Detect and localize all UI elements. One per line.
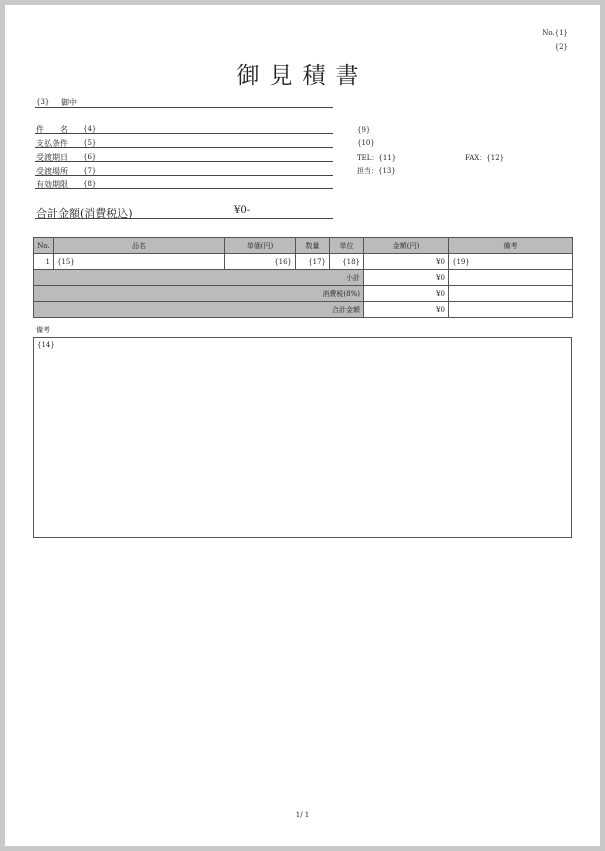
cell-amount: ¥0 — [364, 254, 449, 270]
field-label-delivery-date: 受渡期日 — [36, 153, 68, 162]
field-value-subject: {4} — [83, 125, 97, 133]
field-label-subject: 件 名 — [36, 125, 68, 134]
col-header-amount: 金額(円) — [364, 238, 449, 254]
tax-label: 消費税(8%) — [34, 286, 364, 302]
subtotal-value: ¥0 — [364, 270, 449, 286]
items-table — [33, 237, 573, 318]
recipient-underline — [35, 107, 333, 108]
page-title: 御見積書 — [236, 63, 369, 89]
total-value: ¥0- — [234, 205, 251, 216]
tax-value: ¥0 — [364, 286, 449, 302]
subtotal-row — [34, 270, 573, 286]
company-name: {9} — [357, 126, 371, 134]
notes-box — [33, 337, 572, 538]
table-row — [34, 254, 573, 270]
field-underline — [35, 188, 333, 189]
table-header-row — [34, 238, 573, 254]
total-underline — [35, 218, 333, 219]
field-label-validity: 有効期限 — [36, 180, 68, 189]
recipient-honorific: 御中 — [61, 98, 77, 107]
page-number: 1/ 1 — [295, 811, 310, 819]
company-contact-person: 担当：{13} — [357, 167, 396, 175]
grand-total-value: ¥0 — [364, 302, 449, 318]
field-underline — [35, 161, 333, 162]
grand-total-row — [34, 302, 573, 318]
col-header-unit-price: 単価(円) — [225, 238, 296, 254]
grand-total-label: 合計金額 — [34, 302, 364, 318]
notes-label: 備考 — [36, 326, 50, 334]
estimate-page — [5, 5, 600, 846]
field-value-validity: {8} — [83, 180, 97, 188]
cell-quantity: {17} — [296, 254, 330, 270]
cell-unit: {18} — [330, 254, 364, 270]
issue-date-field: {2} — [554, 43, 568, 51]
subtotal-label: 小計 — [34, 270, 364, 286]
recipient-field: {3} — [36, 98, 50, 106]
grand-total-remarks — [449, 302, 573, 318]
col-header-unit: 単位 — [330, 238, 364, 254]
field-underline — [35, 133, 333, 134]
company-tel: TEL：{11} — [357, 154, 397, 162]
cell-item-name: {15} — [54, 254, 225, 270]
tax-row — [34, 286, 573, 302]
field-value-delivery-place: {7} — [83, 167, 97, 175]
cell-no: 1 — [34, 254, 54, 270]
subtotal-remarks — [449, 270, 573, 286]
cell-unit-price: {16} — [225, 254, 296, 270]
field-underline — [35, 175, 333, 176]
tax-remarks — [449, 286, 573, 302]
company-address: {10} — [357, 139, 375, 147]
document-number: No.{1} — [542, 29, 568, 37]
cell-remarks: {19} — [449, 254, 573, 270]
col-header-quantity: 数量 — [296, 238, 330, 254]
total-label: 合計金額(消費税込) — [36, 207, 133, 220]
company-fax: FAX：{12} — [465, 154, 505, 162]
field-label-payment: 支払条件 — [36, 139, 68, 148]
notes-content: {14} — [37, 341, 55, 349]
field-underline — [35, 147, 333, 148]
col-header-remarks: 備考 — [449, 238, 573, 254]
field-label-delivery-place: 受渡場所 — [36, 167, 68, 176]
col-header-item-name: 品名 — [54, 238, 225, 254]
field-value-delivery-date: {6} — [83, 153, 97, 161]
field-value-payment: {5} — [83, 139, 97, 147]
col-header-no: No. — [34, 238, 54, 254]
